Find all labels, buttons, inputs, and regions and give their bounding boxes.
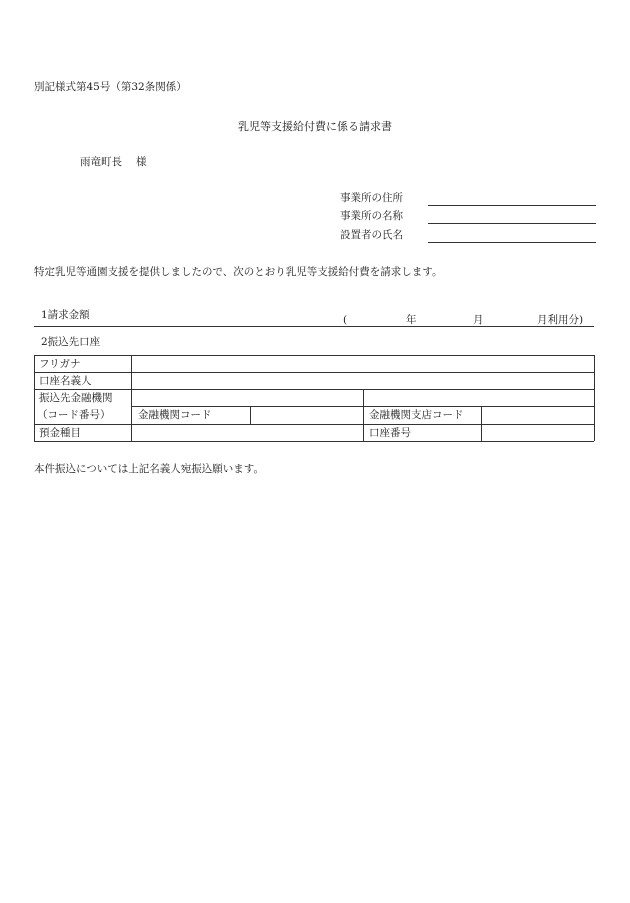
period-open-paren: ( <box>343 314 348 326</box>
deposit-type-input[interactable] <box>132 425 363 441</box>
bank-code-label: 金融機関コード <box>138 409 212 421</box>
facility-name-field <box>340 211 596 224</box>
facility-name-line[interactable] <box>428 223 596 224</box>
facility-address-line[interactable] <box>428 205 596 206</box>
bank-code-input[interactable] <box>251 407 363 424</box>
account-number-input[interactable] <box>482 425 593 441</box>
branch-code-input[interactable] <box>482 407 593 424</box>
section1-claim-amount-label: 1請求金額 <box>41 309 90 321</box>
account-holder-label: 口座名義人 <box>39 375 92 387</box>
facility-name-label: 事業所の名称 <box>340 210 403 222</box>
deposit-type-label: 預金種目 <box>39 427 81 439</box>
facility-address-field <box>340 193 596 206</box>
founder-name-line[interactable] <box>428 242 596 243</box>
period-month-label: 月 <box>473 314 484 326</box>
table-border-bottom <box>34 441 594 442</box>
addressee-suffix: 様 <box>136 156 147 168</box>
bank-label-line1: 振込先金融機関 <box>39 392 113 404</box>
form-number: 別記様式第45号（第32条関係） <box>34 81 187 93</box>
request-sentence: 特定乳児等通園支援を提供しましたので、次のとおり乳児等支援給付費を請求します。 <box>34 266 443 278</box>
furigana-label: フリガナ <box>39 358 81 370</box>
addressee <box>80 157 147 168</box>
branch-code-label: 金融機関支店コード <box>369 409 464 421</box>
founder-name-label: 設置者の氏名 <box>340 229 403 241</box>
table-border-right <box>594 355 595 441</box>
account-holder-input[interactable] <box>132 373 593 389</box>
addressee-name: 雨竜町長 <box>80 156 122 168</box>
bank-account-table <box>34 355 594 441</box>
period-usage-label: 月利用分) <box>537 314 584 326</box>
claim-amount-line[interactable] <box>34 326 594 327</box>
bank-name-input[interactable] <box>132 390 363 406</box>
founder-name-field <box>340 230 596 243</box>
table-border-left <box>34 355 35 441</box>
branch-name-input[interactable] <box>364 390 593 406</box>
section2-bank-account-label: 2振込先口座 <box>41 336 101 348</box>
document-title: 乳児等支援給付費に係る請求書 <box>238 120 392 133</box>
transfer-note: 本件振込については上記名義人宛振込願います。 <box>34 463 264 475</box>
facility-address-label: 事業所の住所 <box>340 192 403 204</box>
period-year-label: 年 <box>406 314 417 326</box>
bank-label-line2: （コード番号） <box>37 409 111 421</box>
furigana-input[interactable] <box>132 356 593 372</box>
account-number-label: 口座番号 <box>369 427 411 439</box>
